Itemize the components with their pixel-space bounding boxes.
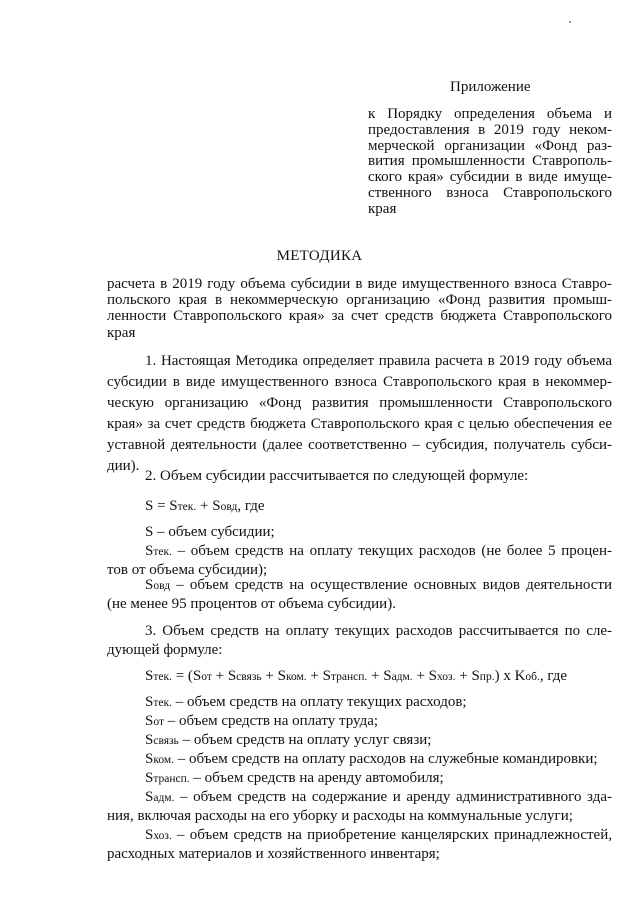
formula-subsidy: S = Sтек. + Sовд, где	[145, 498, 265, 514]
variable-definition-cont: ния, включая расходы на его уборку и расходы на коммунальные услуги;	[107, 808, 573, 824]
variable-definition: Sтек. – объем средств на оплату текущих расходов;	[145, 694, 467, 710]
paragraph-1-line: уставной деятельности (далее соответственно – субсидия, получатель субси-	[107, 437, 612, 453]
paragraph-3-line: дующей формуле:	[107, 642, 223, 658]
definition-sovd-cont: (не менее 95 процентов от объема субсидии).	[107, 596, 396, 612]
paragraph-1-line: ческую организацию «Фонд развития промышленности Ставропольского	[107, 395, 612, 411]
definition-s: S – объем субсидии;	[145, 524, 275, 540]
variable-definition: Sком. – объем средств на оплату расходов на служебные командировки;	[145, 751, 598, 767]
variable-definition: Sсвязь – объем средств на оплату услуг связи;	[145, 732, 432, 748]
paragraph-3-line: 3. Объем средств на оплату текущих расходов рассчитывается по сле-	[145, 623, 612, 639]
paragraph-1-line: 1. Настоящая Методика определяет правила расчета в 2019 году объема	[145, 353, 612, 369]
document-subtitle: расчета в 2019 году объема субсидии в виде имущественного взноса Ставро- польского края в некоммерческую организацию «Фонд развития промыш- ленности Ставропольского края» за счет средств бюджета Ставропольского края	[107, 276, 612, 341]
variable-definition: Sот – объем средств на оплату труда;	[145, 713, 379, 729]
paragraph-2-line: 2. Объем субсидии рассчитывается по следующей формуле:	[145, 468, 529, 484]
variable-definition: Sхоз. – объем средств на приобретение канцелярских принадлежностей,	[145, 827, 612, 843]
variable-definition-cont: расходных материалов и хозяйственного инвентаря;	[107, 846, 440, 862]
scan-speck	[569, 21, 571, 23]
appendix-title: Приложение	[450, 79, 531, 95]
paragraph-1-line: субсидии в виде имущественного взноса Ставропольского края в некоммер-	[107, 374, 612, 390]
paragraph-1-line: края» за счет средств бюджета Ставропольского края с целью обеспечения ее	[107, 416, 612, 432]
document-title: МЕТОДИКА	[276, 248, 363, 264]
paragraph-1-line: дии).	[107, 458, 140, 474]
definition-stek: Sтек. – объем средств на оплату текущих расходов (не более 5 процен-	[145, 543, 612, 559]
appendix-text: к Порядку определения объема и предоставления в 2019 году неком- мерческой организации «Фонд раз- вития промышленности Ставрополь- ского края» субсидии в виде имуще- ственного взноса Ставропольского края	[368, 106, 612, 217]
definition-sovd: Sовд – объем средств на осуществление основных видов деятельности	[145, 577, 612, 593]
definition-stek-cont: тов от объема субсидии);	[107, 562, 268, 578]
formula-current-expenses: Sтек. = (Sот + Sсвязь + Sком. + Sтрансп. + Sадм. + Sхоз. + Sпр.) х Kоб., где	[145, 668, 568, 684]
variable-definition: Sадм. – объем средств на содержание и аренду административного зда-	[145, 789, 612, 805]
variable-definition: Sтрансп. – объем средств на аренду автомобиля;	[145, 770, 444, 786]
